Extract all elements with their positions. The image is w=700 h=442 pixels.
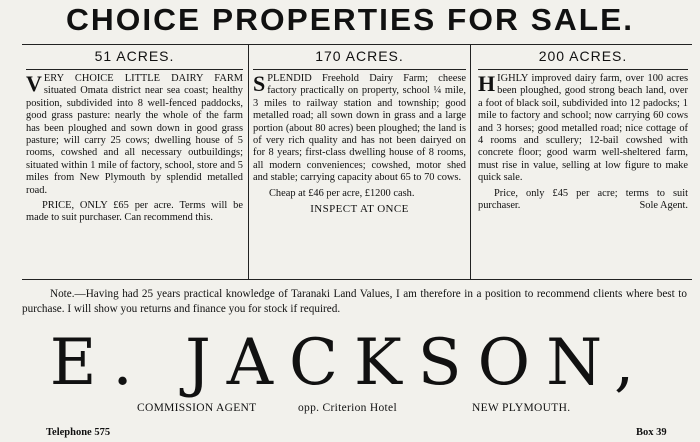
listing-price: PRICE, ONLY £65 per acre. Terms will be made to suit purchaser. Can recommend this. [26,200,243,224]
drop-cap: S [253,71,266,96]
drop-cap: V [26,71,42,96]
agent-name: E. JACKSON, [49,326,651,400]
agent-title: COMMISSION AGENT [137,402,257,414]
listing-heading: 51 ACRES. [26,45,243,70]
listing-description [26,73,243,197]
telephone-number: Telephone 575 [46,427,111,438]
advertisement-headline: CHOICE PROPERTIES FOR SALE. [65,2,635,37]
listing-price: Cheap at £46 per acre, £1200 cash. [269,187,415,199]
listing-column-200-acres [474,45,692,279]
listing-column-170-acres [248,45,471,279]
drop-cap: H [478,71,496,96]
listing-price: Price, only £45 per acre; terms to suit purchaser. Sole Agent. [478,187,688,212]
listing-body: PLENDID Freehold Dairy Farm; cheese factory practically on property, school ¼ mile, 3 miles to railway station and township; good metalled road; all sown down in grass and a large portion (about 80 acres) been ploughed; the land is of very rich quality and has not been dairyed on for 8 years; first-class dwelling house of 8 rooms, all modern conveniences; cowshed, motor shed and stable; carrying capacity about 65 to 70 cows. [253,73,466,184]
inspect-notice: INSPECT AT ONCE [310,203,409,216]
agent-signature: Sole Agent. [639,200,688,212]
agent-note: Note.—Having had 25 years practical knowledge of Taranaki Land Values, I am therefore in a position to recommend clients where best to purchase. I will show you returns and finance you for stock if required. [22,288,687,315]
listing-heading: 200 ACRES. [478,45,688,70]
listing-description [478,73,688,185]
listing-body: ERY CHOICE LITTLE DAIRY FARM situated Omata district near sea coast; healthy position, subdivided into 8 well-fenced paddocks, good grass pasture: nearly the whole of the farm has been ploughed and sown down in good grass pasture; will carry 25 cows; dwelling house of 5 rooms, cowshed and all necessary outbuildings; situated within 1 mile of factory, school, store and 5 miles from New Plymouth by splendid metalled road. [26,73,243,196]
listing-body: IGHLY improved dairy farm, over 100 acres been ploughed, good strong beach land, over a foot of black soil, subdivided into 12 padocks; 1 mile to factory and school; now carrying 60 cows and 3 horses; good metalled road; nice cottage of 4 rooms and scullery; 12-bail cowshed with concrete floor; good warm well-sheltered farm, must rise in value, selling at low figure to make quick sale. [478,73,688,184]
box-number: Box 39 [636,427,667,438]
listing-description [253,73,466,185]
listing-column-51-acres [22,45,247,279]
agent-town: NEW PLYMOUTH. [472,402,571,414]
agent-address: opp. Criterion Hotel [298,402,397,414]
listings-frame [22,44,692,280]
listing-heading: 170 ACRES. [253,45,466,70]
